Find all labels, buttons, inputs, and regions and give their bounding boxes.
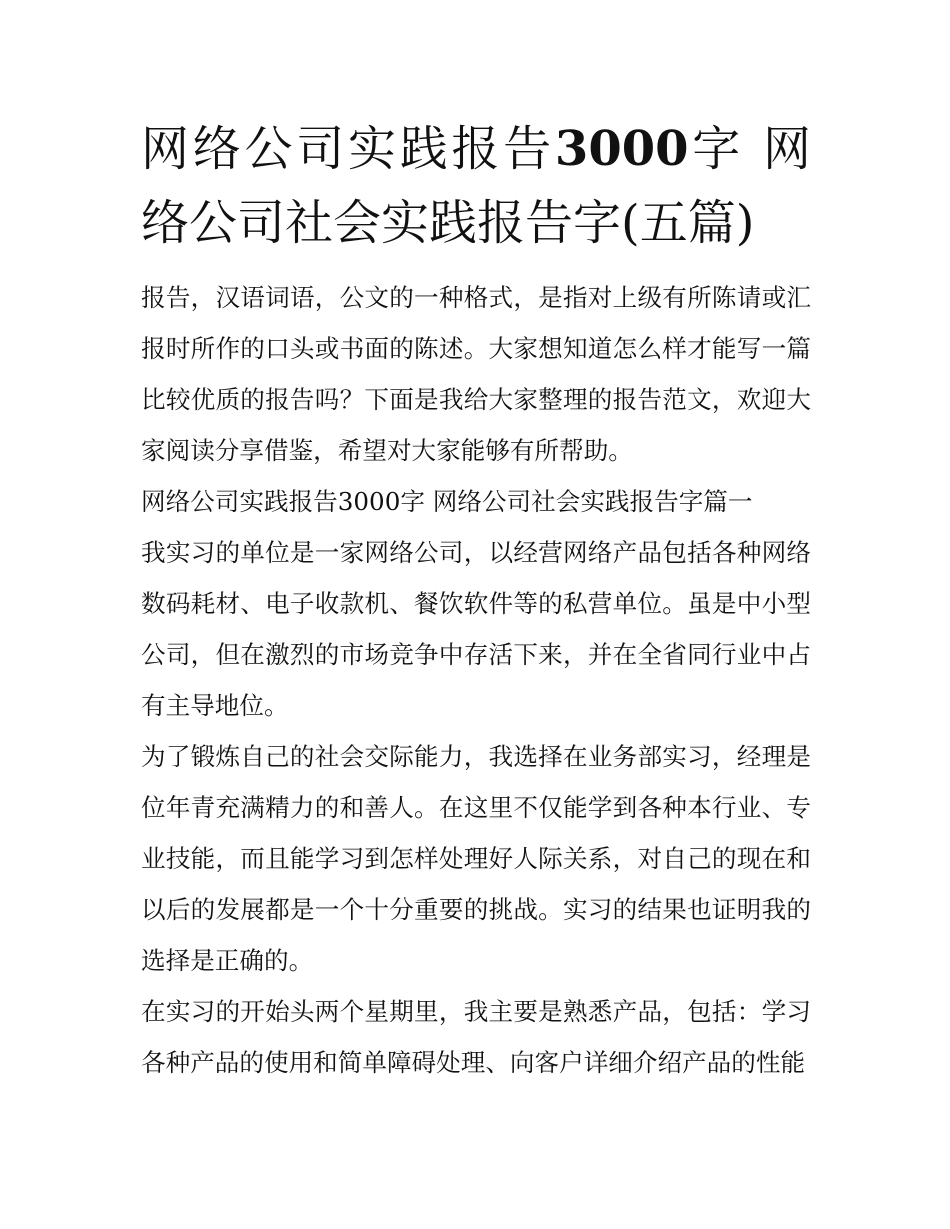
paragraph-first-weeks: 在实习的开始头两个星期里，我主要是熟悉产品，包括：学习各种产品的使用和简单障碍处理、向客户详细介绍产品的性能 [141,997,811,1077]
title-text-1: 网络公司实践报告 [141,121,555,177]
title-text-2: 字 网络公司社会实践报告字(五篇) [141,121,811,251]
document-title [141,112,811,260]
paragraph-company: 我实习的单位是一家网络公司，以经营网络产品包括各种网络数码耗材、电子收款机、餐饮软件等的私营单位。虽是中小型公司，但在激烈的市场竞争中存活下来，并在全省同行业中占有主导地位。 [141,538,811,720]
paragraph-department: 为了锻炼自己的社会交际能力，我选择在业务部实习，经理是位年青充满精力的和善人。在这里不仅能学到各种本行业、专业技能，而且能学习到怎样处理好人际关系，对自己的现在和以后的发展都是一个十分重要的挑战。实习的结果也证明我的选择是正确的。 [141,742,811,975]
document-body [141,112,811,1088]
title-number: 3000 [554,121,689,177]
paragraph-intro: 报告，汉语词语，公文的一种格式，是指对上级有所陈请或汇报时所作的口头或书面的陈述。大家想知道怎么样才能写一篇比较优质的报告吗？下面是我给大家整理的报告范文，欢迎大家阅读分享借鉴，希望对大家能够有所帮助。 [141,283,811,465]
section-heading: 网络公司实践报告3000字 网络公司社会实践报告字篇一 [141,487,753,516]
